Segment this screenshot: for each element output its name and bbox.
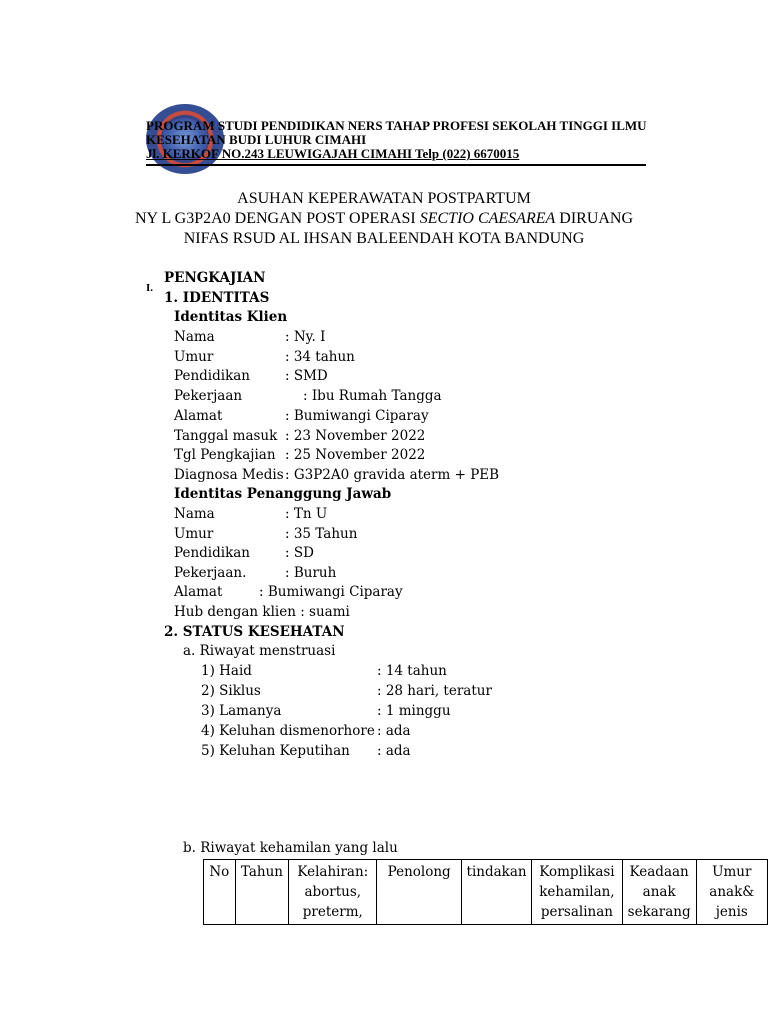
title-line-3: NIFAS RSUD AL IHSAN BALEENDAH KOTA BANDUNG bbox=[183, 230, 585, 247]
status-heading: 2. STATUS KESEHATAN bbox=[164, 624, 345, 640]
menstruasi-field-value: : 14 tahun bbox=[377, 663, 447, 679]
pj-field-value: : 35 Tahun bbox=[285, 525, 358, 542]
klien-field-label: Alamat bbox=[174, 407, 223, 424]
section-label: PENGKAJIAN bbox=[164, 270, 266, 286]
pj-field-label: Umur bbox=[174, 525, 214, 542]
table-header-cell: Kelahiran: abortus, preterm, bbox=[289, 860, 377, 925]
klien-heading: Identitas Klien bbox=[174, 309, 288, 325]
header-divider bbox=[146, 164, 646, 166]
klien-field-value: : Ibu Rumah Tangga bbox=[303, 388, 442, 405]
klien-field-label: Pendidikan bbox=[174, 368, 251, 385]
table-header-cell: tindakan bbox=[462, 860, 532, 925]
title-line-2: NY L G3P2A0 DENGAN POST OPERASI SECTIO CAESAREA DIRUANG bbox=[134, 210, 634, 227]
klien-field-value: : G3P2A0 gravida aterm + PEB bbox=[285, 466, 500, 483]
pj-heading: Identitas Penanggung Jawab bbox=[174, 486, 392, 502]
menstruasi-field-label: 2) Siklus bbox=[201, 683, 261, 699]
klien-field-label: Tgl Pengkajian bbox=[174, 447, 276, 464]
table-header-cell: Umur anak& jenis bbox=[696, 860, 767, 925]
menstruasi-field-label: 3) Lamanya bbox=[201, 703, 282, 719]
kehamilan-heading: b. Riwayat kehamilan yang lalu bbox=[183, 840, 398, 856]
pj-field-value: : Tn U bbox=[285, 506, 328, 522]
table-header-cell: Komplikasi kehamilan, persalinan bbox=[532, 860, 623, 925]
pj-field-label: Nama bbox=[174, 506, 215, 522]
identitas-heading: 1. IDENTITAS bbox=[164, 290, 270, 306]
klien-field-label: Diagnosa Medis bbox=[174, 466, 284, 483]
table-header-row bbox=[204, 860, 768, 925]
pj-field-value: : Bumiwangi Ciparay bbox=[259, 584, 403, 601]
table-header-cell: Tahun bbox=[235, 860, 289, 925]
header-line-2: KESEHATAN BUDI LUHUR CIMAHI bbox=[146, 132, 367, 147]
pj-field-label: Alamat bbox=[174, 584, 223, 601]
klien-field-value: : SMD bbox=[285, 368, 328, 385]
klien-field-label: Umur bbox=[174, 348, 214, 365]
table-header-cell: Keadaan anak sekarang bbox=[622, 860, 696, 925]
klien-field-value: : 25 November 2022 bbox=[285, 447, 426, 464]
menstruasi-field-value: : 28 hari, teratur bbox=[377, 683, 492, 699]
header-line-3: Jl. KERKOF NO.243 LEUWIGAJAH CIMAHI Telp (022) 6670015 bbox=[146, 146, 520, 161]
table-header-cell: Penolong bbox=[377, 860, 462, 925]
klien-field-label: Pekerjaan bbox=[174, 388, 243, 405]
pj-field-label: Pendidikan bbox=[174, 545, 251, 562]
section-number: I. bbox=[146, 282, 154, 294]
menstruasi-heading: a. Riwayat menstruasi bbox=[183, 643, 336, 659]
header-line-1: PROGRAM STUDI PENDIDIKAN NERS TAHAP PROFESI SEKOLAH TINGGI ILMU bbox=[146, 118, 647, 133]
table-header-cell: No bbox=[204, 860, 236, 925]
klien-field-value: : Ny. I bbox=[285, 329, 326, 345]
klien-field-value: : 23 November 2022 bbox=[285, 427, 426, 444]
menstruasi-field-value: : ada bbox=[377, 723, 411, 739]
klien-field-label: Tanggal masuk bbox=[174, 427, 278, 444]
pj-field-label: Pekerjaan. bbox=[174, 564, 247, 581]
title-line-1: ASUHAN KEPERAWATAN POSTPARTUM bbox=[237, 190, 531, 207]
menstruasi-field-value: : ada bbox=[377, 743, 411, 759]
klien-field-value: : Bumiwangi Ciparay bbox=[285, 407, 429, 424]
hub-line: Hub dengan klien : suami bbox=[174, 604, 350, 620]
menstruasi-field-label: 1) Haid bbox=[201, 663, 252, 679]
pj-field-value: : Buruh bbox=[285, 564, 337, 581]
klien-field-label: Nama bbox=[174, 329, 215, 345]
riwayat-kehamilan-table bbox=[203, 859, 768, 925]
menstruasi-field-value: : 1 minggu bbox=[377, 703, 451, 719]
menstruasi-field-label: 4) Keluhan dismenorhore bbox=[201, 723, 375, 739]
pj-field-value: : SD bbox=[285, 545, 314, 562]
menstruasi-field-label: 5) Keluhan Keputihan bbox=[201, 743, 350, 759]
klien-field-value: : 34 tahun bbox=[285, 348, 355, 365]
